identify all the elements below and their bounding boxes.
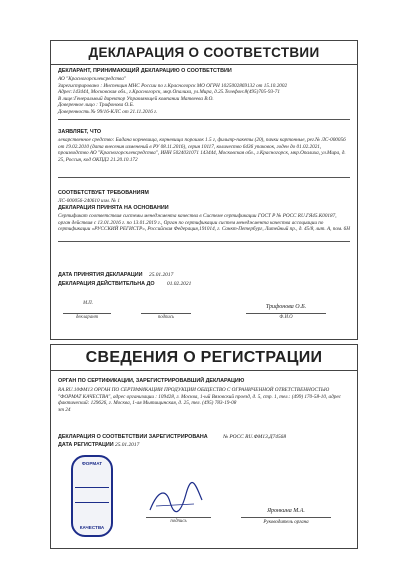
organ-signature <box>146 480 206 520</box>
declarant-caption: декларант <box>75 315 99 320</box>
declarant-fio: Трифонова О.Б. <box>265 304 307 310</box>
mp-label: М.П. <box>83 301 93 306</box>
signature-line <box>141 313 191 314</box>
basis-heading: ДЕКЛАРАЦИЯ ПРИНЯТА НА ОСНОВАНИИ <box>58 205 169 211</box>
organ-text: RA.RU.10ФМ13 ОРГАН ПО СЕРТИФИКАЦИИ ПРОДУКЦИИ ОБЩЕСТВО С ОГРАНИЧЕННОЙ ОТВЕТСТВЕННОСТЬЮ "ФОРМАТ КАЧЕСТВА", адрес организации : 109428, г. Москва, 1-ый Вязовский проезд, д. 5, стр. 1, тел.: (499) 170-58-10, адрес фактический: 129626, г. Москва, 1-ая Мытищинская, д. 25, тел. (495) 783-19-08 эт 24 <box>58 387 341 413</box>
declaration-title: ДЕКЛАРАЦИЯ О СООТВЕТСТВИИ <box>51 44 357 65</box>
organ-stamp <box>71 455 113 537</box>
declarant-text: АО "Красногорсклексредства" Зарегистрировано : Инспекция МНС России по г.Красногорск МО ОГРН 1025002869132 от 15.10.2002 Адрес:143444, Московская обл., г.Красногорск, мкр.Опалиха, ул.Мира, д.25.Телефон:8(495)705-93-71 В лице:Генеральный директор Управляющей компании Матвеева В.О. Доверенное лицо : Трифонова О.Б. Доверенность № 99/16-КЛС от 21.11.2016 г. <box>58 76 288 115</box>
requirements-heading: СООТВЕТСТВУЕТ ТРЕБОВАНИЯМ <box>58 190 149 196</box>
signature-caption: подпись <box>170 519 187 524</box>
organ-head-caption: Руководитель органа <box>263 520 309 525</box>
signature-line <box>246 313 326 314</box>
requirements-text: ЛС-000056-240610 изм. № 1 <box>58 198 121 204</box>
registration-number: № РОСС RU.ФМ13.Д74568 <box>223 434 287 440</box>
claims-text: лекарственное средство: Бадана корневища, корневища порошок 1.5 г, фильтр-пакеты (20), пачки картонные, рег.№ ЛС-000056 от 19.02.2010 (дата внесения изменений в РУ 08.11.2016), серия 10117, количество 6436 упаковок, годен до 01.02.2021, производство АО "Красногорсклексредства", ИНН 5024031071 143444, Московская обл., г.Красногорск, мкр.Опалиха, ул.Мира, д. 25, Россия, код ОКПД2 21.20.10.172 <box>58 137 346 163</box>
registration-label: ДЕКЛАРАЦИЯ О СООТВЕТСТВИИ ЗАРЕГИСТРИРОВАНА <box>58 434 208 440</box>
signature-line <box>241 517 331 518</box>
registration-date-value: 25.01.2017 <box>115 442 140 448</box>
fio-caption: Ф.И.О <box>279 315 293 320</box>
stamp-text: КАЧЕСТВА <box>79 525 105 530</box>
signature-line <box>146 517 211 518</box>
signature-caption: подпись <box>157 315 175 320</box>
accept-date-value: 25.01.2017 <box>149 272 174 278</box>
basis-text: Сертификат соответствия системы менеджмента качества в Системе сертификации ГОСТ Р № РОСС RU.ГЯ45.К00187, орган действия с 13.01.2016 г. по 13.01.2019 г., Орган по сертификации систем менеджмента качества ассоциации по сертификации «РУССКИЙ РЕГИСТР», Российская Федерация,191014, г. Санкт-Петербург, Литейный пр., д. 45/8, лит. А, пом. 6Н <box>58 213 351 232</box>
stamp-text: ФОРМАТ <box>81 461 103 466</box>
organ-head-name: Яронкина М.А. <box>267 508 305 514</box>
registration-title: СВЕДЕНИЯ О РЕГИСТРАЦИИ <box>51 348 357 371</box>
section-divider <box>58 177 350 178</box>
registration-frame <box>50 344 358 549</box>
signature-line <box>63 313 111 314</box>
valid-until-label: ДЕКЛАРАЦИЯ ДЕЙСТВИТЕЛЬНА ДО <box>58 281 155 287</box>
accept-date-label: ДАТА ПРИНЯТИЯ ДЕКЛАРАЦИИ <box>58 272 143 278</box>
valid-until-value: 01.02.2021 <box>167 281 192 287</box>
claims-heading: ЗАЯВЛЯЕТ, ЧТО <box>58 129 102 135</box>
declarant-heading: ДЕКЛАРАНТ, ПРИНИМАЮЩИЙ ДЕКЛАРАЦИЮ О СООТВЕТСТВИИ <box>58 68 232 74</box>
registration-date-label: ДАТА РЕГИСТРАЦИИ <box>58 442 114 448</box>
section-divider <box>58 119 350 120</box>
section-divider <box>58 241 350 242</box>
organ-heading: ОРГАН ПО СЕРТИФИКАЦИИ, ЗАРЕГИСТРИРОВАВШИЙ ДЕКЛАРАЦИЮ <box>58 378 245 384</box>
stamp-band <box>75 487 109 503</box>
declaration-frame <box>50 40 358 340</box>
